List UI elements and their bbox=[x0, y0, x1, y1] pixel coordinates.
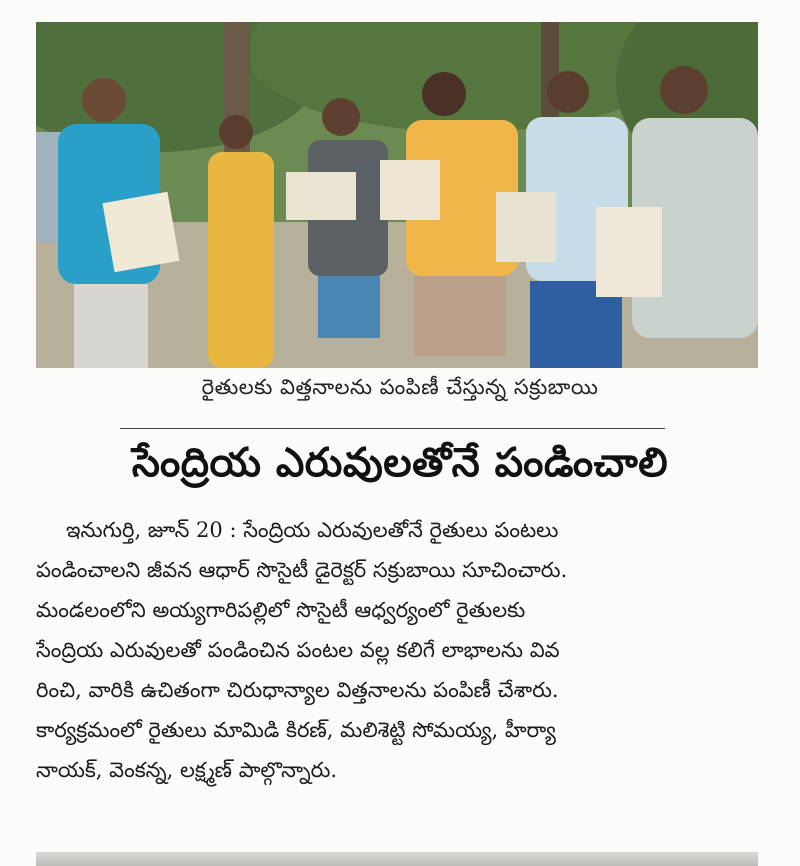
article-body bbox=[36, 510, 760, 790]
article-body-line: రించి, వారికి ఉచితంగా చిరుధాన్యాల విత్తనాలను పంపిణీ చేశారు. bbox=[36, 678, 559, 702]
article-body-line: మండలంలోని అయ్యగారిపల్లిలో సొసైటీ ఆధ్వర్యంలో రైతులకు bbox=[36, 598, 526, 622]
photo-caption: రైతులకు విత్తనాలను పంపిణీ చేస్తున్న సక్రుబాయి bbox=[201, 375, 599, 399]
next-article-photo-edge bbox=[36, 852, 758, 866]
article-body-line: సేంద్రియ ఎరువులతో పండించిన పంటల వల్ల కలిగే లాభాలను వివ bbox=[36, 638, 560, 662]
article-body-line: పండించాలని జీవన ఆధార్ సొసైటీ డైరెక్టర్ సక్రుబాయి సూచించారు. bbox=[36, 558, 568, 582]
news-photo bbox=[36, 22, 758, 368]
article-body-line: కార్యక్రమంలో రైతులు మామిడి కిరణ్, మలిశెట్టి సోమయ్య, హీర్యా bbox=[36, 718, 556, 742]
photo-illustration bbox=[36, 22, 758, 368]
article-headline: సేంద్రియ ఎరువులతోనే పండించాలి bbox=[131, 440, 669, 486]
article-body-line: నాయక్, వెంకన్న, లక్ష్మణ్ పాల్గొన్నారు. bbox=[36, 758, 338, 782]
article-body-line: ఇనుగుర్తి, జూన్ 20 : సేంద్రియ ఎరువులతోనే రైతులు పంటలు bbox=[66, 518, 559, 542]
caption-divider bbox=[120, 428, 665, 429]
